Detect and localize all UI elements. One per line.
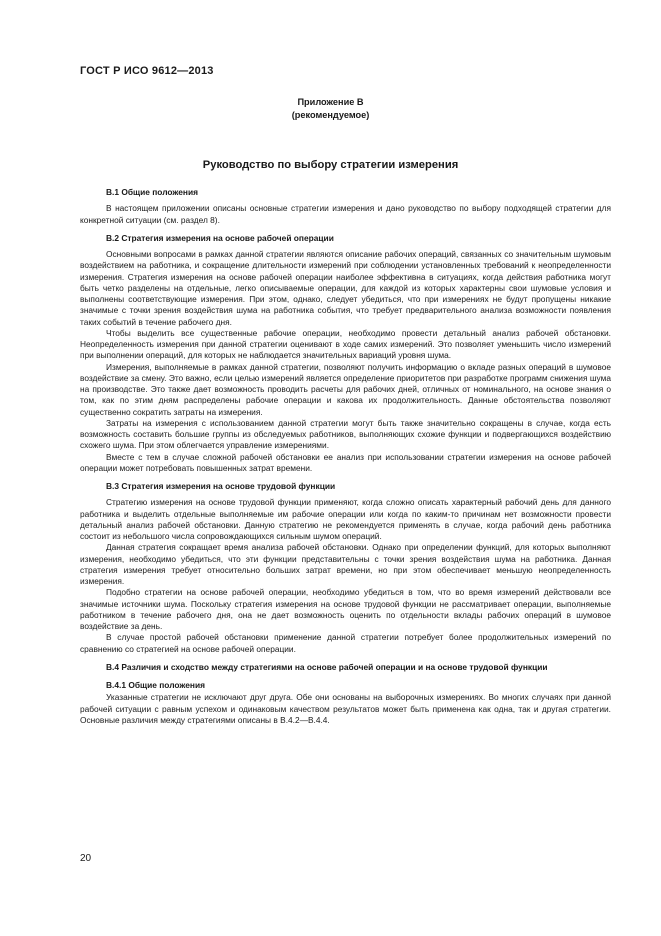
paragraph: Подобно стратегии на основе рабочей операции, необходимо убедиться в том, что во время измерений действовали все значимые источники шума. Поскольку стратегия измерения на основе трудовой функции не рассматривает операции, выполняемые работником в течение рабочего дня, она не дает возможность оценить по отдельности вклады рабочих операций в шумовое воздействие за день. [80, 587, 611, 631]
paragraph: Измерения, выполняемые в рамках данной стратегии, позволяют получить информацию о вкладе разных операций в шумовое воздействие за смену. Это важно, если целью измерений является определение приоритетов при разработке программ снижения шума на производстве. Это также дает возможность проводить расчеты для рабочих дней, отличных от номинального, на основе знания о том, как по этим дням распределены рабочие операции и какова их продолжительность. Данные обстоятельства позволяют существенно сократить затраты на измерения. [80, 361, 611, 417]
section-heading-b4: В.4 Различия и сходство между стратегиями на основе рабочей операции и на основе трудовой функции [106, 661, 548, 672]
paragraph: Данная стратегия сокращает время анализа рабочей обстановки. Однако при определении функций, для которых выполняют измерения, необходимо убедиться, что эти функции представительны с точки зрения воздействия шума на работника. Данная стратегия измерения требует относительно больших затрат времени, но при этом обеспечивает меньшую неопределенность измерения. [80, 542, 611, 586]
paragraph: Затраты на измерения с использованием данной стратегии могут быть также значительно сокращены в случае, когда есть возможность составить большие группы из обследуемых работников, выполняющих схожие функции и подвергающихся воздействию схожего шума. При этом облегчается управление измерениями. [80, 417, 611, 451]
page-title: Руководство по выбору стратегии измерения [202, 159, 459, 171]
paragraph: Стратегию измерения на основе трудовой функции применяют, когда сложно описать характерный рабочий день для данного работника и выделить отдельные выполняемые им рабочие операции или когда по каким-то причинам нет возможности провести детальный анализ рабочей обстановки. Данную стратегию не рекомендуется применять в случае, когда рабочий день работника состоит из небольшого числа сопровождающихся сильным шумом операций. [80, 497, 611, 541]
document-header: ГОСТ Р ИСО 9612—2013 [80, 65, 214, 77]
page-number: 20 [80, 853, 92, 864]
paragraph: Указанные стратегии не исключают друг друга. Обе они основаны на выборочных измерениях. Во многих случаях при данной рабочей ситуации с равным успехом и одинаковым качеством результатов может быть применена как одна, так и другая стратегии. Основные различия между стратегиями описаны в В.4.2—В.4.4. [80, 692, 611, 725]
annex-status: (рекомендуемое) [291, 110, 370, 120]
annex-label [0, 96, 661, 122]
paragraph: Вместе с тем в случае сложной рабочей обстановки ее анализ при использовании стратегии измерения на основе рабочей операции может потребовать повышенных затрат времени. [80, 451, 611, 473]
section-heading-b2: В.2 Стратегия измерения на основе рабочей операции [106, 232, 334, 243]
section-heading-b1: В.1 Общие положения [106, 187, 199, 197]
document-body [80, 183, 611, 726]
paragraph: Чтобы выделить все существенные рабочие операции, необходимо провести детальный анализ рабочей обстановки. Неопределенность измерения при данной стратегии оценивают в ходе самих измерений. Это позволяет уменьшить число измерений при выполнении операций, для которых не наблюдается значительных вариаций уровня шума. [80, 327, 611, 361]
annex-name: Приложение В [297, 97, 364, 107]
paragraph: Основными вопросами в рамках данной стратегии являются описание рабочих операций, связанных со значительным шумовым воздействием на работника, и сокращение длительности измерений при соблюдении установленных требований к неопределенности измерения. Стратегия измерения на основе рабочей операции наиболее эффективна в ситуациях, когда действия работника могут быть четко разделены на отдельные, легко описываемые операции, для каждой из которых характерны свои шумовые условия и выполнены соответствующие измерения. При этом, однако, следует убедиться, что при измерениях не будут пропущены никакие значимые с точки зрения воздействия шума на работника события, что требует предварительного анализа возможности появления таких событий в течение рабочего дня. [80, 249, 611, 327]
section-heading-b3: В.3 Стратегия измерения на основе трудовой функции [106, 481, 336, 491]
paragraph: В случае простой рабочей обстановки применение данной стратегии потребует более продолжительных измерений по сравнению со стратегией на основе рабочей операции. [80, 632, 611, 654]
paragraph: В настоящем приложении описаны основные стратегии измерения и дано руководство по выбору подходящей стратегии для конкретной ситуации (см. раздел 8). [80, 203, 611, 225]
subsection-heading-b4-1: В.4.1 Общие положения [106, 680, 205, 690]
